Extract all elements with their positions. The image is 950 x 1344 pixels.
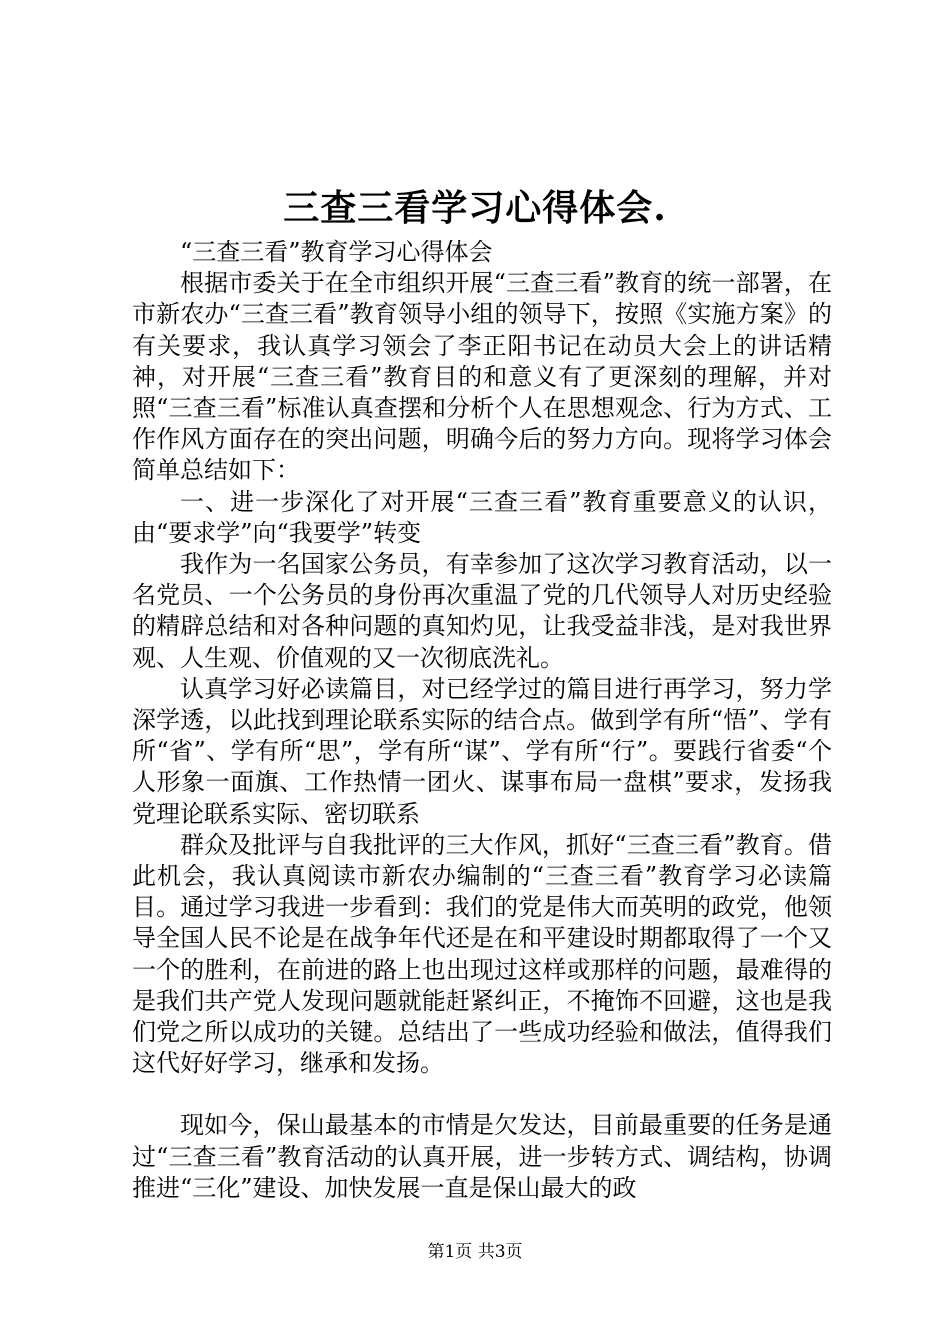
- document-body: [132, 237, 832, 1204]
- page-number-footer: 第1页 共3页: [427, 1242, 523, 1262]
- section-heading-1: 一、进一步深化了对开展“三查三看”教育重要意义的认识，由“要求学”向“我要学”转变: [132, 487, 832, 547]
- subtitle-paragraph: “三查三看”教育学习心得体会: [180, 238, 493, 266]
- document-title: 三查三看学习心得体会.: [283, 187, 667, 229]
- body-paragraph: 现如今，保山最基本的市情是欠发达，目前最重要的任务是通过“三查三看”教育活动的认真开展，进一步转方式、调结构，协调推进“三化”建设、加快发展一直是保山最大的政: [132, 1111, 832, 1202]
- body-paragraph: 群众及批评与自我批评的三大作风，抓好“三查三看”教育。借此机会，我认真阅读市新农办编制的“三查三看”教育学习必读篇目。通过学习我进一步看到：我们的党是伟大而英明的政党，他领导全国人民不论是在战争年代还是在和平建设时期都取得了一个又一个的胜利，在前进的路上也出现过这样或那样的问题，最难得的是我们共产党人发现问题就能赶紧纠正，不掩饰不回避，这也是我们党之所以成功的关键。总结出了一些成功经验和做法，值得我们这代好好学习，继承和发扬。: [132, 830, 832, 1078]
- body-paragraph: 认真学习好必读篇目，对已经学过的篇目进行再学习，努力学深学透，以此找到理论联系实际的结合点。做到学有所“悟”、学有所“省”、学有所“思”，学有所“谋”、学有所“行”。要践行省委“个人形象一面旗、工作热情一团火、谋事布局一盘棋”要求，发扬我党理论联系实际、密切联系: [132, 674, 832, 828]
- intro-paragraph: 根据市委关于在全市组织开展“三查三看”教育的统一部署，在市新农办“三查三看”教育领导小组的领导下，按照《实施方案》的有关要求，我认真学习领会了李正阳书记在动员大会上的讲话精神，对开展“三查三看”教育目的和意义有了更深刻的理解，并对照“三查三看”标准认真查摆和分析个人在思想观念、行为方式、工作作风方面存在的突出问题，明确今后的努力方向。现将学习体会简单总结如下：: [132, 269, 832, 485]
- body-paragraph: 我作为一名国家公务员，有幸参加了这次学习教育活动，以一名党员、一个公务员的身份再次重温了党的几代领导人对历史经验的精辟总结和对各种问题的真知灼见，让我受益非浅，是对我世界观、人生观、价值观的又一次彻底洗礼。: [132, 550, 832, 672]
